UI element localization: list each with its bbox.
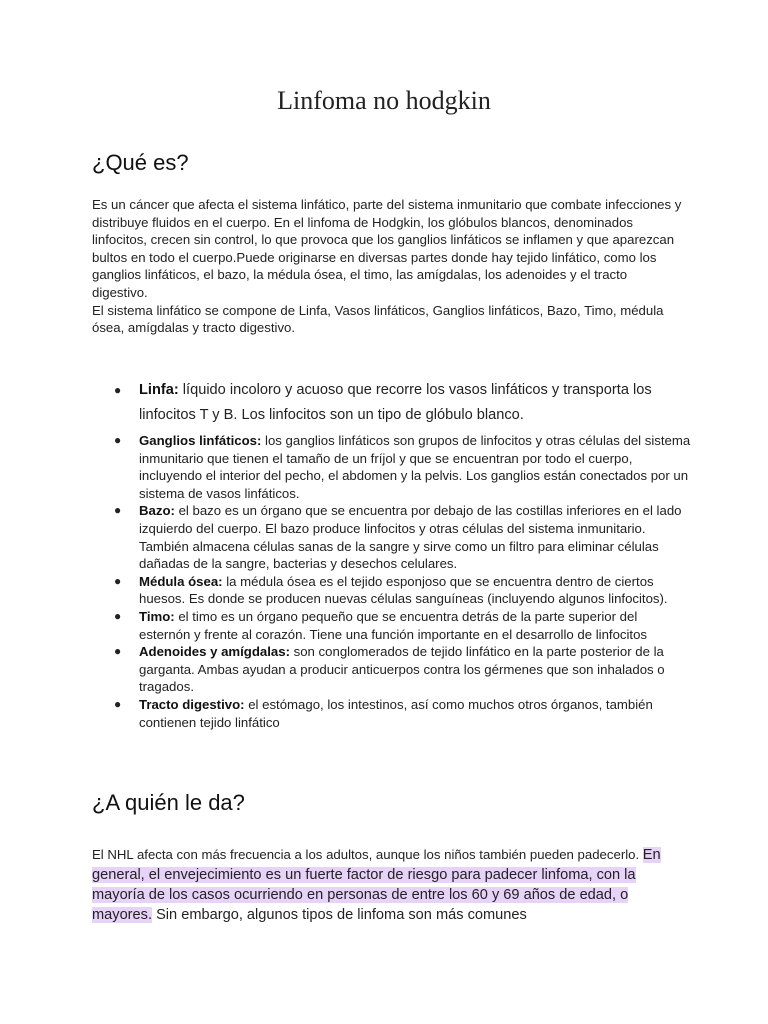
list-item [92,378,692,427]
nhl-paragraph [92,845,682,925]
list-item-term: Timo: [139,608,175,624]
list-item [92,502,692,572]
lymphatic-system-paragraph: El sistema linfático se compone de Linfa, Vasos linfáticos, Ganglios linfáticos, Bazo, Timo, médula ósea, amígdalas y tracto digestivo. [92,302,664,336]
bullet-icon: ● [114,503,122,518]
list-item-text: son conglomerados de tejido linfático en la parte posterior de la garganta. Ambas ayudan a producir anticuerpos contra los gérmenes que son inhalados o tragados. [139,644,665,695]
list-item [92,432,692,502]
list-item [92,643,692,696]
list-item [92,696,692,731]
bullet-icon: ● [114,573,122,588]
bullet-icon: ● [114,644,122,659]
list-item-term: Adenoides y amígdalas: [139,644,290,660]
list-item-text: la médula ósea es el tejido esponjoso que se encuentra dentro de ciertos huesos. Es donde se producen nuevas células sanguíneas (incluyendo algunos linfocitos). [139,573,668,607]
list-item-term: Bazo: [139,503,175,519]
bullet-icon: ● [114,608,122,623]
highlighted-text: En general, el envejecimiento es un fuerte factor de riesgo para padecer linfoma, con la mayoría de los casos ocurriendo en personas de entre los 60 y 69 años de edad, o mayores. [92,847,661,923]
section-heading-que-es: ¿Qué es? [92,150,189,175]
nhl-intro-text: El NHL afecta con más frecuencia a los adultos, aunque los niños también pueden padecerlo. [92,847,643,862]
list-item-text: el bazo es un órgano que se encuentra por debajo de las costillas inferiores en el lado izquierdo del cuerpo. El bazo produce linfocitos y otras células del sistema inmunitario. También almacena células sanas de la sangre y sirve como un filtro para eliminar células dañadas de la sangre, bacterias y desechos celulares. [139,503,682,572]
bullet-icon: ● [114,696,122,711]
section-heading-a-quien: ¿A quién le da? [92,790,245,815]
intro-text [92,196,682,337]
list-item [92,573,692,608]
list-item-text: líquido incoloro y acuoso que recorre los vasos linfáticos y transporta los linfocitos T y B. Los linfocitos son un tipo de glóbulo blanco. [139,382,652,423]
list-item-term: Ganglios linfáticos: [139,433,262,448]
nhl-continuation-text: Sin embargo, algunos tipos de linfoma son más comunes [152,907,527,923]
list-item-term: Tracto digestivo: [139,696,245,712]
lymphatic-components-list [92,378,692,731]
list-item-text: el estómago, los intestinos, así como muchos otros órganos, también contienen tejido linfático [139,696,653,730]
bullet-icon: ● [114,383,122,397]
list-item-text: los ganglios linfáticos son grupos de linfocitos y otras células del sistema inmunitario que tienen el tamaño de un fríjol y que se encuentran por todo el cuerpo, incluyendo el interior del pecho, el abdomen y la pelvis. Los ganglios están conectados por un sistema de vasos linfáticos. [139,433,691,501]
list-item-term: Linfa: [139,382,179,398]
document-title: Linfoma no hodgkin [277,86,491,115]
list-item [92,608,692,643]
list-item-text: el timo es un órgano pequeño que se encuentra detrás de la parte superior del esternón y frente al corazón. Tiene una función importante en el desarrollo de linfocitos [139,608,648,642]
bullet-icon: ● [114,433,122,447]
intro-paragraph: Es un cáncer que afecta el sistema linfático, parte del sistema inmunitario que combate infecciones y distribuye fluidos en el cuerpo. En el linfoma de Hodgkin, los glóbulos blancos, denominados linfocitos, crecen sin control, lo que provoca que los ganglios linfáticos se inflamen y que aparezcan bultos en todo el cuerpo.Puede originarse en diversas partes donde hay tejido linfático, como los ganglios linfáticos, el bazo, la médula ósea, el timo, las amígdalas, los adenoides y el tracto digestivo. [92,197,682,300]
list-item-term: Médula ósea: [139,573,223,589]
